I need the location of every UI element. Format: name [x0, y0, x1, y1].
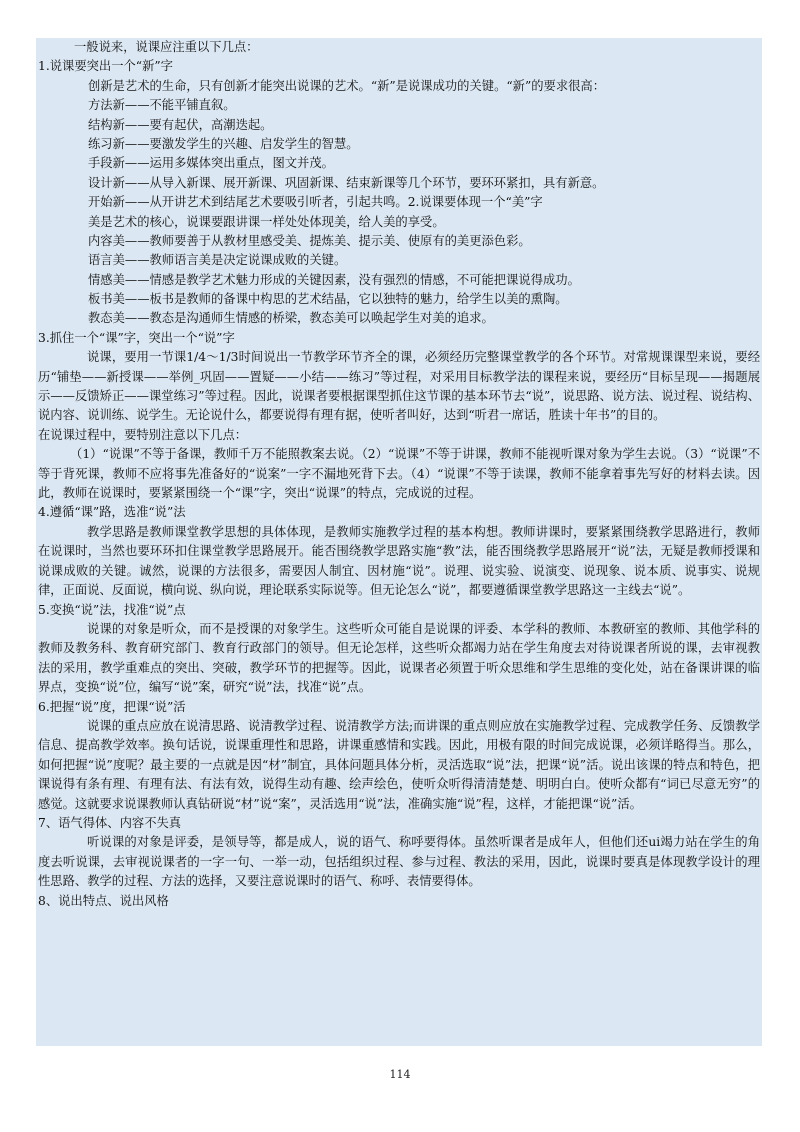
- section-4-paragraph: 教学思路是教师课堂教学思想的具体体现，是教师实施教学过程的基本构想。教师讲课时，要紧紧围绕教学思路进行，教师在说课时，当然也要环环扣住课堂教学思路展开。能否围绕教学思路实施“教”法，能否围绕教学思路展开“说”法，无疑是教师授课和说课成败的关键。诚然，说课的方法很多，需要因人制宜、因材施“说”。说理、说实验、说演变、说现象、说本质、说事实、说规律，正面说、反面说，横向说、纵向说，理论联系实际说等。但无论怎么“说”，都要遵循课堂教学思路这一主线去“说”。: [38, 524, 760, 598]
- section-3-paragraph: 说课，要用一节课1/4～1/3时间说出一节教学环节齐全的课，必须经历完整课堂教学的各个环节。对常规课课型来说，要经历“铺垫——新授课——举例_巩固——置疑——小结——练习”等过程，对采用目标教学法的课程来说，要经历“目标呈现——揭题展示——反馈矫正——课堂练习”等过程。因此，说课者要根据课型抓住这节课的基本环节去“说”，说思路、说方法、说过程、说结构、说内容、说训练、说学生。无论说什么，都要说得有理有据，使听者叫好，达到“听君一席话，胜读十年书”的目的。: [38, 350, 760, 423]
- section-1-line: 结构新——要有起伏，高潮迭起。: [88, 117, 273, 132]
- section-4-heading: 4.遵循“课”路，选准“说”法: [38, 505, 186, 520]
- section-3-heading: 3.抓住一个“课”字，突出一个“说”字: [38, 330, 235, 345]
- document-body: [38, 38, 760, 911]
- section-1-line: 手段新——运用多媒体突出重点，图文并茂。: [88, 156, 334, 171]
- section-1-line: 内容美——教师要善于从教材里感受美、提炼美、提示美、使原有的美更添色彩。: [88, 233, 531, 248]
- page-number: 114: [389, 1068, 411, 1081]
- section-1-line: 练习新——要激发学生的兴趣、启发学生的智慧。: [88, 136, 359, 151]
- section-1-heading: 1.说课要突出一个“新”字: [38, 59, 173, 74]
- intro-text: 一般说来，说课应注重以下几点：: [74, 40, 259, 54]
- section-3-note: 在说课过程中，要特别注意以下几点：: [38, 427, 248, 442]
- section-1-line: 美是艺术的核心，说课要跟讲课一样处处体现美，给人美的享受。: [88, 214, 445, 229]
- section-1-line: 语言美——教师语言美是决定说课成败的关键。: [88, 253, 347, 268]
- section-5-heading: 5.变换“说”法，找准“说”点: [38, 602, 186, 617]
- section-6-paragraph: 说课的重点应放在说清思路、说清教学过程、说清教学方法;而讲课的重点则应放在实施教学过程、完成教学任务、反馈教学信息、提高教学效率。换句话说，说课重理性和思路，讲课重感情和实践。因此，用极有限的时间完成说课，必须详略得当。那么，如何把握“说”度呢？最主要的一点就是因“材”制宜，具体问题具体分析，灵活选取“说”法，把课“说”活。说出该课的特点和特色，把课说得有条有理、有理有法、有法有效，说得生动有趣、绘声绘色，使听众听得清清楚楚、明明白白。使听众都有“词已尽意无穷”的感觉。这就要求说课教师认真钻研说“材”说“案”，灵活选用“说”法，准确实施“说”程，这样，才能把课“说”活。: [38, 718, 760, 811]
- section-1-line: 教态美——教态是沟通师生情感的桥梁，教态美可以唤起学生对美的追求。: [88, 311, 494, 326]
- section-1-line: 情感美——情感是教学艺术魅力形成的关键因素，没有强烈的情感，不可能把课说得成功。: [88, 272, 580, 287]
- section-8-heading: 8、说出特点、说出风格: [38, 893, 169, 908]
- section-1-line: 设计新——从导入新课、展开新课、巩固新课、结束新课等几个环节，要环环紧扣，具有新意。: [88, 175, 605, 190]
- section-7-heading: 7、语气得体、内容不失真: [38, 815, 182, 830]
- section-1-line: 开始新——从开讲艺术到结尾艺术要吸引听者，引起共鸣。2.说课要体现一个“美”字: [88, 195, 543, 210]
- section-5-paragraph: 说课的对象是听众，而不是授课的对象学生。这些听众可能自是说课的评委、本学科的教师、本教研室的教师、其他学科的教师及教务科、教育研究部门、教育行政部门的领导。但无论怎样，这些听众都竭力站在学生角度去对待说课者所说的课，去审视教法的采用，教学重难点的突出、突破，教学环节的把握等。因此，说课者必须置于听众思维和学生思维的变化处，站在备课讲课的临界点，变换“说”位，编写“说”案，研究“说”法，找准“说”点。: [38, 621, 760, 695]
- section-7-paragraph: 听说课的对象是评委，是领导等，都是成人，说的语气、称呼要得体。虽然听课者是成年人，但他们还ui竭力站在学生的角度去听说课，去审视说课者的一字一句、一举一动，包括组织过程、参与过程、教法的采用，因此，说课时要真是体现教学设计的理性思路、教学的过程、方法的选择，又要注意说课时的语气、称呼、表情要得体。: [38, 835, 760, 889]
- section-6-heading: 6.把握“说”度，把课“说”活: [38, 699, 186, 714]
- section-1-line: 创新是艺术的生命，只有创新才能突出说课的艺术。“新”是说课成功的关键。“新”的要求很高：: [88, 78, 606, 93]
- section-3-points: （1）“说课”不等于备课，教师千万不能照教案去说。（2）“说课”不等于讲课，教师不能视听课对象为学生去说。（3）“说课”不等于背死课，教师不应将事先准备好的“说案”一字不漏地死背下去。（4）“说课”不等于读课，教师不能拿着事先写好的材料去读。因此，教师在说课时，要紧紧围绕一个“课”字，突出“说课”的特点，完成说的过程。: [38, 447, 760, 501]
- section-1-line: 方法新——不能平铺直叙。: [88, 98, 236, 113]
- page: [36, 38, 762, 1046]
- section-1-line: 板书美——板书是教师的备课中构思的艺术结晶，它以独特的魅力，给学生以美的熏陶。: [88, 292, 568, 307]
